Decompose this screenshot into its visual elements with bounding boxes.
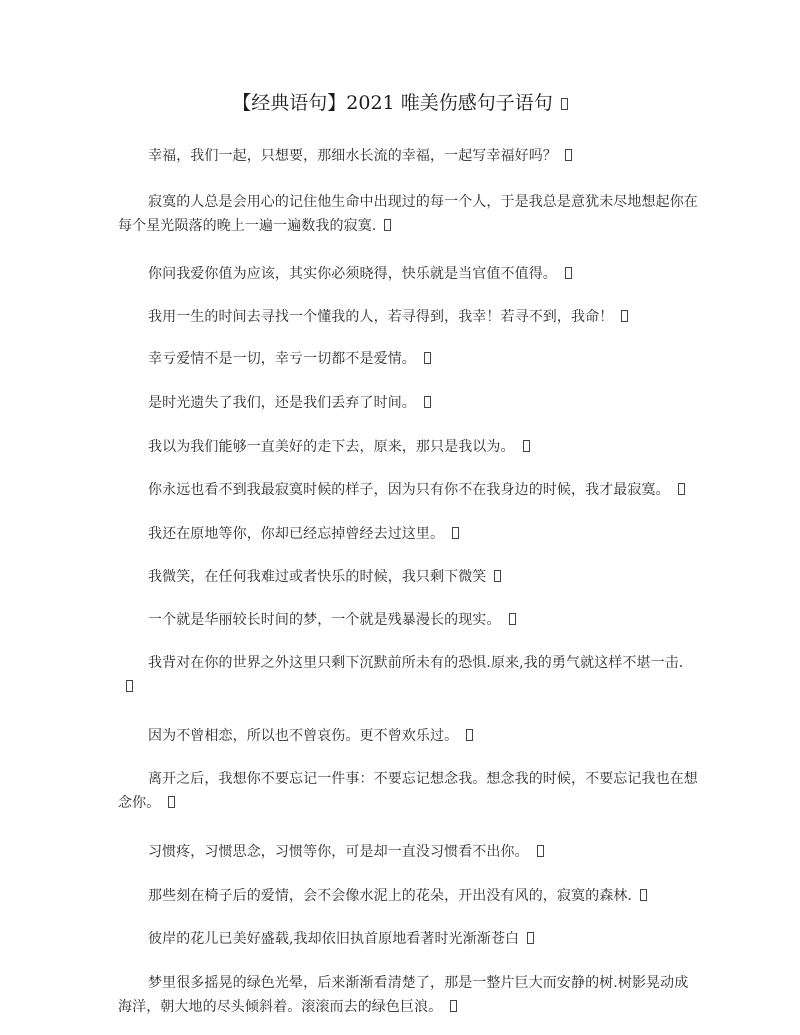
- paragraph: [118, 971, 698, 1019]
- missing-glyph-icon: [565, 149, 572, 161]
- paragraph: [118, 435, 698, 459]
- document-title-text: 【经典语句】2021 唯美伤感句子语句: [232, 92, 553, 114]
- paragraph-text: 那些刻在椅子后的爱情，会不会像水泥上的花朵，开出没有风的，寂寞的森林.: [148, 888, 632, 904]
- paragraph: [118, 190, 698, 238]
- missing-glyph-icon: [621, 310, 628, 322]
- missing-glyph-icon: [523, 440, 530, 452]
- missing-glyph-icon: [424, 396, 431, 408]
- missing-glyph-icon: [565, 267, 572, 279]
- missing-glyph-icon: [168, 796, 175, 808]
- paragraph: [118, 565, 698, 589]
- paragraph-text: 一个就是华丽较长时间的梦，一个就是残暴漫长的现实。: [148, 612, 501, 628]
- missing-glyph-icon: [452, 527, 459, 539]
- paragraph-text: 离开之后，我想你不要忘记一件事：不要忘记想念我。想念我的时候，不要忘记我也在想念你。: [118, 771, 698, 811]
- missing-glyph-icon: [509, 613, 516, 625]
- paragraph: [118, 651, 698, 699]
- missing-glyph-icon: [126, 680, 133, 692]
- missing-glyph-icon: [527, 932, 534, 944]
- paragraph-text: 幸福，我们一起，只想要，那细水长流的幸福，一起写幸福好吗？: [148, 148, 557, 164]
- paragraph-text: 寂寞的人总是会用心的记住他生命中出现过的每一个人，于是我总是意犹未尽地想起你在每个星光陨落的晚上一遍一遍数我的寂寞.: [118, 194, 698, 234]
- paragraph-text: 幸亏爱情不是一切，幸亏一切都不是爱情。: [148, 351, 416, 367]
- paragraph: [118, 262, 698, 286]
- missing-glyph-icon: [466, 729, 473, 741]
- missing-glyph-icon: [450, 1000, 457, 1012]
- paragraph: [118, 305, 698, 329]
- missing-glyph-icon: [640, 889, 647, 901]
- paragraph: [118, 478, 698, 502]
- paragraph: [118, 884, 698, 908]
- paragraph: [118, 522, 698, 546]
- missing-glyph-icon: [537, 845, 544, 857]
- missing-glyph-icon: [678, 483, 685, 495]
- paragraph: [118, 767, 698, 815]
- missing-glyph-icon: [384, 219, 391, 231]
- missing-glyph-icon: [494, 570, 501, 582]
- paragraph-text: 你永远也看不到我最寂寞时候的样子，因为只有你不在我身边的时候，我才最寂寞。: [148, 482, 670, 498]
- paragraph-text: 是时光遗失了我们，还是我们丢弃了时间。: [148, 395, 416, 411]
- paragraph: [118, 391, 698, 415]
- paragraph-text: 我用一生的时间去寻找一个懂我的人，若寻得到，我幸！若寻不到，我命！: [148, 309, 614, 325]
- paragraph: [118, 927, 698, 951]
- paragraph: [118, 840, 698, 864]
- paragraph-text: 我背对在你的世界之外这里只剩下沉默前所未有的恐惧.原来,我的勇气就这样不堪一击.: [148, 655, 684, 671]
- paragraph-text: 梦里很多摇晃的绿色光晕，后来渐渐看清楚了，那是一整片巨大而安静的树.树影晃动成海洋，朝大地的尽头倾斜着。滚滚而去的绿色巨浪。: [118, 975, 689, 1015]
- paragraph-text: 习惯疼，习惯思念，习惯等你，可是却一直没习惯看不出你。: [148, 844, 529, 860]
- paragraph-text: 我微笑，在任何我难过或者快乐的时候，我只剩下微笑: [148, 569, 487, 585]
- document-title: [0, 90, 800, 116]
- paragraph-text: 我还在原地等你，你却已经忘掉曾经去过这里。: [148, 526, 445, 542]
- paragraph: [118, 608, 698, 632]
- missing-glyph-icon: [424, 352, 431, 364]
- paragraph-text: 你问我爱你值为应该，其实你必须晓得，快乐就是当官值不值得。: [148, 266, 557, 282]
- paragraph: [118, 724, 698, 748]
- paragraph-text: 因为不曾相恋，所以也不曾哀伤。更不曾欢乐过。: [148, 728, 459, 744]
- paragraph-text: 我以为我们能够一直美好的走下去，原来，那只是我以为。: [148, 439, 515, 455]
- paragraph-text: 彼岸的花儿已美好盛载,我却依旧执首原地看著时光渐渐苍白: [148, 931, 520, 947]
- paragraph: [118, 144, 698, 168]
- missing-glyph-icon: [561, 98, 568, 110]
- paragraph: [118, 347, 698, 371]
